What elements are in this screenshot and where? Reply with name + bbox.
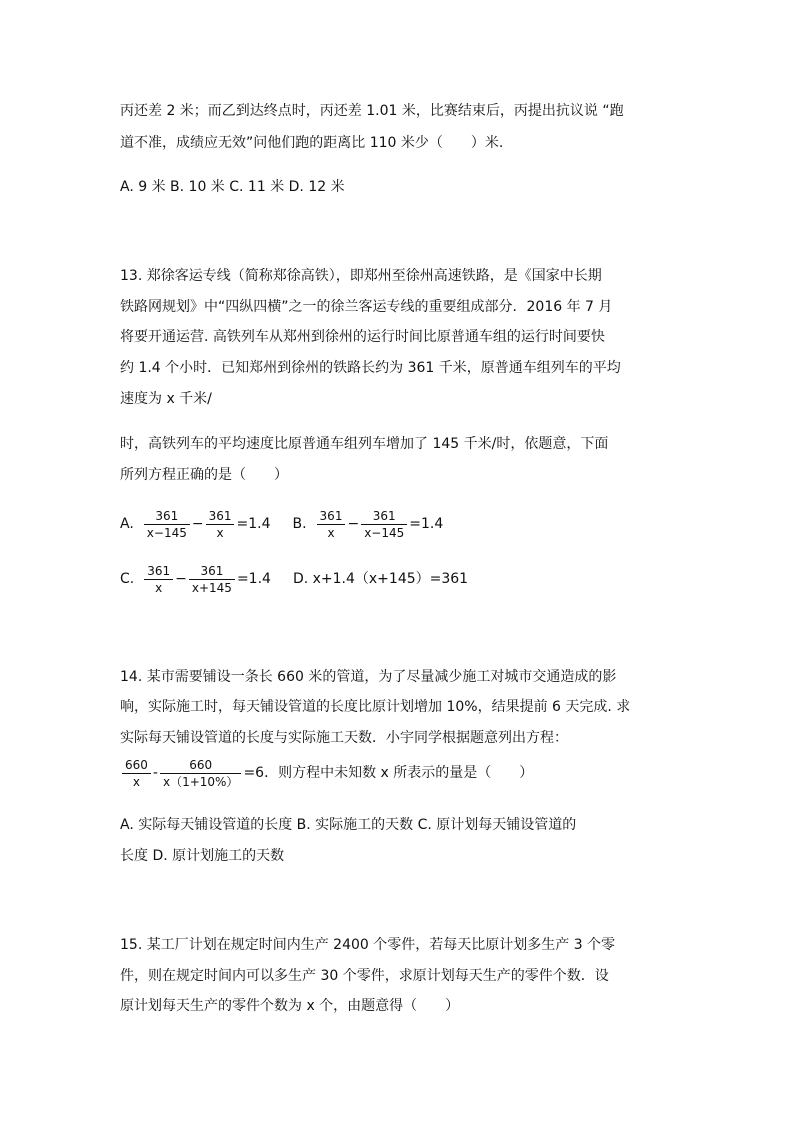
intro-line-2: 道不准，成绩应无效”问他们跑的距离比 110 米少（ ）米. [120,135,504,151]
q13-line-2: 铁路网规划》中“四纵四横”之一的徐兰客运专线的重要组成部分．2016 年 7 月 [120,299,613,315]
q14-equation-rhs: =6．则方程中未知数 x 所表示的量是（ ） [243,765,534,781]
q13-optB-fraction-1: $\frac{361}{x}$ [317,508,346,541]
q14-options-line-1: A. 实际每天铺设管道的长度 B. 实际施工的天数 C. 原计划每天铺设管道的 [120,817,577,833]
q13-optB-label: B. [292,516,307,532]
intro-line-1: 丙还差 2 米；而乙到达终点时，丙还差 1.01 米，比赛结束后，丙提出抗议说 “跑 [120,103,624,119]
q15-line-1: 15. 某工厂计划在规定时间内生产 2400 个零件，若每天比原计划多生产 3 个零 [120,937,616,953]
q13-line-1: 13. 郑徐客运专线（简称郑徐高铁），即郑州至徐州高速铁路，是《国家中长期 [120,268,602,284]
q13-line-7: 所列方程正确的是（ ） [120,467,288,483]
q13-optD: D. x+1.4（x+145）=361 [292,571,469,587]
q13-optC-label: C. [120,571,135,587]
q14-equation: $\frac{660}{x}$ - $\frac{660}{x(1+10\%)}$ =6．则方程中未知数 x 所表示的量是（ ） [120,753,533,793]
q13-options-cd: C. $\frac{361}{x}$ − $\frac{361}{x+145}$ =1.4 D. x+1.4（x+145）=361 [120,563,469,595]
q13-line-6: 时，高铁列车的平均速度比原普通车组列车增加了 145 千米/时，依题意，下面 [120,436,609,452]
q13-options-ab: A. $\frac{361}{x-145}$ − $\frac{361}{x}$ =1.4 B. $\frac{361}{x}$ − $\frac{361}{x-145}$ =1.4 [120,508,444,540]
q13-optB-fraction-2: $\frac{361}{x-145}$ [361,508,407,541]
q15-line-2: 件，则在规定时间内可以多生产 30 个零件，求原计划每天生产的零件个数．设 [120,968,609,984]
q13-optA-fraction-2: $\frac{361}{x}$ [206,508,235,541]
q14-options-line-2: 长度 D. 原计划施工的天数 [120,848,285,864]
q13-line-3: 将要开通运营. 高铁列车从郑州到徐州的运行时间比原普通车组的运行时间要快 [120,329,605,345]
q13-line-4: 约 1.4 个小时．已知郑州到徐州的铁路长约为 361 千米，原普通车组列车的平均 [120,360,621,376]
q14-line-1: 14. 某市需要铺设一条长 660 米的管道，为了尽量减少施工对城市交通造成的影 [120,669,617,685]
q14-fraction-2: $\frac{660}{x(1+10\%)}$ [160,757,241,790]
q13-optA-fraction-1: $\frac{361}{x-145}$ [144,508,190,541]
q13-optC-fraction-1: $\frac{361}{x}$ [144,563,173,596]
q14-fraction-1: $\frac{660}{x}$ [122,757,151,790]
q14-line-2: 响，实际施工时，每天铺设管道的长度比原计划增加 10%，结果提前 6 天完成. 求 [120,699,631,715]
q13-line-5: 速度为 x 千米/ [120,391,212,407]
q13-optC-fraction-2: $\frac{361}{x+145}$ [189,563,235,596]
q15-line-3: 原计划每天生产的零件个数为 x 个，由题意得（ ） [120,998,460,1014]
q13-optA-label: A. [120,516,134,532]
q14-line-3: 实际每天铺设管道的长度与实际施工天数．小宇同学根据题意列出方程： [120,730,568,746]
intro-options: A. 9 米 B. 10 米 C. 11 米 D. 12 米 [120,179,345,195]
